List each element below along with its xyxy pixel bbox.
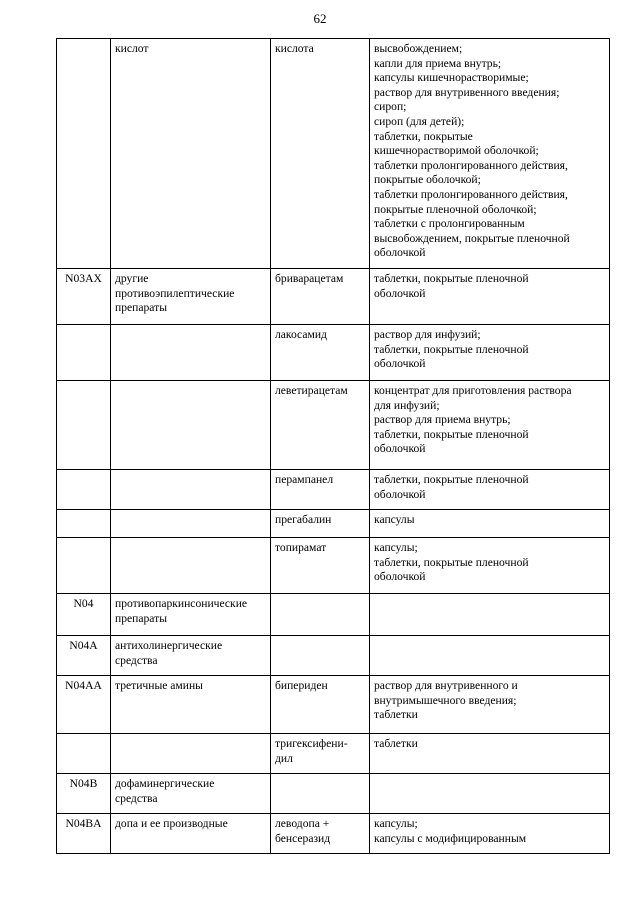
- dosage-form-line: капсулы: [374, 513, 415, 526]
- atc-code-cell: [57, 39, 111, 269]
- drug-name-cell: [271, 676, 370, 734]
- group-cell: [111, 594, 271, 636]
- dosage-form-line: покрытые оболочкой;: [374, 173, 481, 187]
- group-line: допа и ее производные: [115, 817, 228, 830]
- dosage-form-line: сироп (для детей);: [374, 114, 465, 128]
- group-cell: [111, 269, 271, 325]
- table-row: [57, 594, 610, 636]
- group-line: другие: [115, 272, 149, 285]
- group-cell: [111, 814, 271, 854]
- atc-code-cell: N04BA: [57, 814, 111, 854]
- drug-name-line: леветирацетам: [275, 384, 348, 397]
- dosage-form-line: таблетки: [374, 708, 418, 722]
- page-number: 62: [313, 11, 327, 26]
- dosage-form-cell: [370, 774, 610, 814]
- dosage-form-line: сироп;: [374, 100, 407, 114]
- table-row: [57, 510, 610, 538]
- atc-code-cell: N04: [57, 594, 111, 636]
- drug-name-line: перампанел: [275, 473, 334, 486]
- dosage-form-cell: [370, 594, 610, 636]
- group-cell: [111, 381, 271, 470]
- group-cell: [111, 325, 271, 381]
- dosage-form-cell: [370, 538, 610, 594]
- drug-name-cell: [271, 814, 370, 854]
- atc-code-cell: [57, 325, 111, 381]
- group-line: противоэпилептические: [115, 286, 235, 300]
- group-line: препараты: [115, 611, 167, 625]
- dosage-form-line: высвобождением, покрытые пленочной: [374, 231, 570, 245]
- dosage-form-line: таблетки, покрытые пленочной: [374, 342, 529, 356]
- dosage-form-line: оболочкой: [374, 246, 426, 260]
- drug-name-line: леводопа +: [275, 817, 330, 830]
- atc-code-cell: N03AX: [57, 269, 111, 325]
- dosage-form-line: раствор для приема внутрь;: [374, 413, 511, 427]
- dosage-form-line: оболочкой: [374, 570, 426, 584]
- dosage-form-line: капсулы;: [374, 817, 418, 830]
- dosage-form-line: таблетки, покрытые: [374, 129, 473, 143]
- group-cell: [111, 676, 271, 734]
- drug-name-line: тригексифени-: [275, 737, 348, 750]
- table-row: [57, 381, 610, 470]
- drug-name-cell: [271, 39, 370, 269]
- dosage-form-line: кишечнорастворимой оболочкой;: [374, 144, 539, 158]
- dosage-form-line: таблетки: [374, 737, 418, 750]
- dosage-form-line: концентрат для приготовления раствора: [374, 384, 572, 397]
- table-row: [57, 676, 610, 734]
- drug-name-line: топирамат: [275, 541, 327, 554]
- group-line: кислот: [115, 42, 149, 55]
- table-row: [57, 774, 610, 814]
- drug-name-line: бенсеразид: [275, 831, 331, 845]
- drug-name-line: бипериден: [275, 679, 328, 692]
- dosage-form-line: оболочкой: [374, 487, 426, 501]
- dosage-form-cell: [370, 325, 610, 381]
- table-row: [57, 470, 610, 510]
- table-body: [57, 39, 610, 854]
- dosage-form-line: покрытые пленочной оболочкой;: [374, 202, 537, 216]
- group-cell: [111, 774, 271, 814]
- dosage-form-cell: [370, 636, 610, 676]
- dosage-form-line: внутримышечного введения;: [374, 693, 517, 707]
- group-cell: [111, 734, 271, 774]
- drug-name-cell: [271, 594, 370, 636]
- dosage-form-line: капли для приема внутрь;: [374, 56, 502, 70]
- atc-code-cell: [57, 470, 111, 510]
- dosage-form-cell: [370, 734, 610, 774]
- group-line: антихолинергические: [115, 639, 223, 652]
- group-cell: [111, 39, 271, 269]
- dosage-form-cell: [370, 39, 610, 269]
- table-row: [57, 538, 610, 594]
- dosage-form-cell: [370, 510, 610, 538]
- dosage-form-line: раствор для внутривенного и: [374, 679, 518, 692]
- dosage-form-line: таблетки пролонгированного действия,: [374, 187, 568, 201]
- group-line: третичные амины: [115, 679, 203, 692]
- drug-name-cell: [271, 381, 370, 470]
- atc-code-cell: [57, 538, 111, 594]
- dosage-form-line: оболочкой: [374, 442, 426, 456]
- dosage-form-line: таблетки с пролонгированным: [374, 217, 525, 231]
- atc-code-cell: N04B: [57, 774, 111, 814]
- dosage-form-line: таблетки, покрытые пленочной: [374, 473, 529, 486]
- drug-name-cell: [271, 636, 370, 676]
- drug-name-cell: [271, 538, 370, 594]
- drug-name-line: кислота: [275, 42, 314, 55]
- dosage-form-line: капсулы кишечнорастворимые;: [374, 71, 529, 85]
- group-cell: [111, 510, 271, 538]
- table-row: [57, 325, 610, 381]
- drug-name-cell: [271, 470, 370, 510]
- table-row: [57, 269, 610, 325]
- dosage-form-cell: [370, 470, 610, 510]
- dosage-form-line: таблетки пролонгированного действия,: [374, 158, 568, 172]
- table-row: [57, 39, 610, 269]
- dosage-form-line: раствор для внутривенного введения;: [374, 85, 560, 99]
- drug-name-line: прегабалин: [275, 513, 332, 526]
- atc-code-cell: [57, 510, 111, 538]
- dosage-form-line: таблетки, покрытые пленочной: [374, 555, 529, 569]
- dosage-form-cell: [370, 676, 610, 734]
- group-cell: [111, 538, 271, 594]
- table-row: [57, 636, 610, 676]
- dosage-form-line: оболочкой: [374, 286, 426, 300]
- table-row: [57, 814, 610, 854]
- drug-name-cell: [271, 734, 370, 774]
- dosage-form-cell: [370, 814, 610, 854]
- drug-name-cell: [271, 325, 370, 381]
- drug-name-cell: [271, 774, 370, 814]
- dosage-form-line: капсулы с модифицированным: [374, 831, 527, 845]
- atc-code-cell: N04AA: [57, 676, 111, 734]
- dosage-form-line: высвобождением;: [374, 42, 463, 55]
- drug-name-line: лакосамид: [275, 328, 327, 341]
- drug-name-line: бриварацетам: [275, 272, 344, 285]
- group-line: средства: [115, 791, 158, 805]
- group-line: средства: [115, 653, 158, 667]
- table-row: [57, 734, 610, 774]
- group-line: противопаркинсонические: [115, 597, 248, 610]
- atc-code-cell: [57, 734, 111, 774]
- group-line: дофаминергические: [115, 777, 215, 790]
- dosage-form-line: таблетки, покрытые пленочной: [374, 272, 529, 285]
- atc-code-cell: N04A: [57, 636, 111, 676]
- dosage-form-line: оболочкой: [374, 357, 426, 371]
- group-cell: [111, 636, 271, 676]
- dosage-form-line: капсулы;: [374, 541, 418, 554]
- dosage-form-cell: [370, 269, 610, 325]
- dosage-form-line: таблетки, покрытые пленочной: [374, 427, 529, 441]
- drug-name-cell: [271, 510, 370, 538]
- dosage-form-line: раствор для инфузий;: [374, 328, 481, 341]
- dosage-form-line: для инфузий;: [374, 398, 440, 412]
- drug-name-line: дил: [275, 751, 293, 765]
- atc-code-cell: [57, 381, 111, 470]
- dosage-form-cell: [370, 381, 610, 470]
- drug-name-cell: [271, 269, 370, 325]
- group-cell: [111, 470, 271, 510]
- group-line: препараты: [115, 301, 167, 315]
- drug-list-table: [56, 38, 610, 854]
